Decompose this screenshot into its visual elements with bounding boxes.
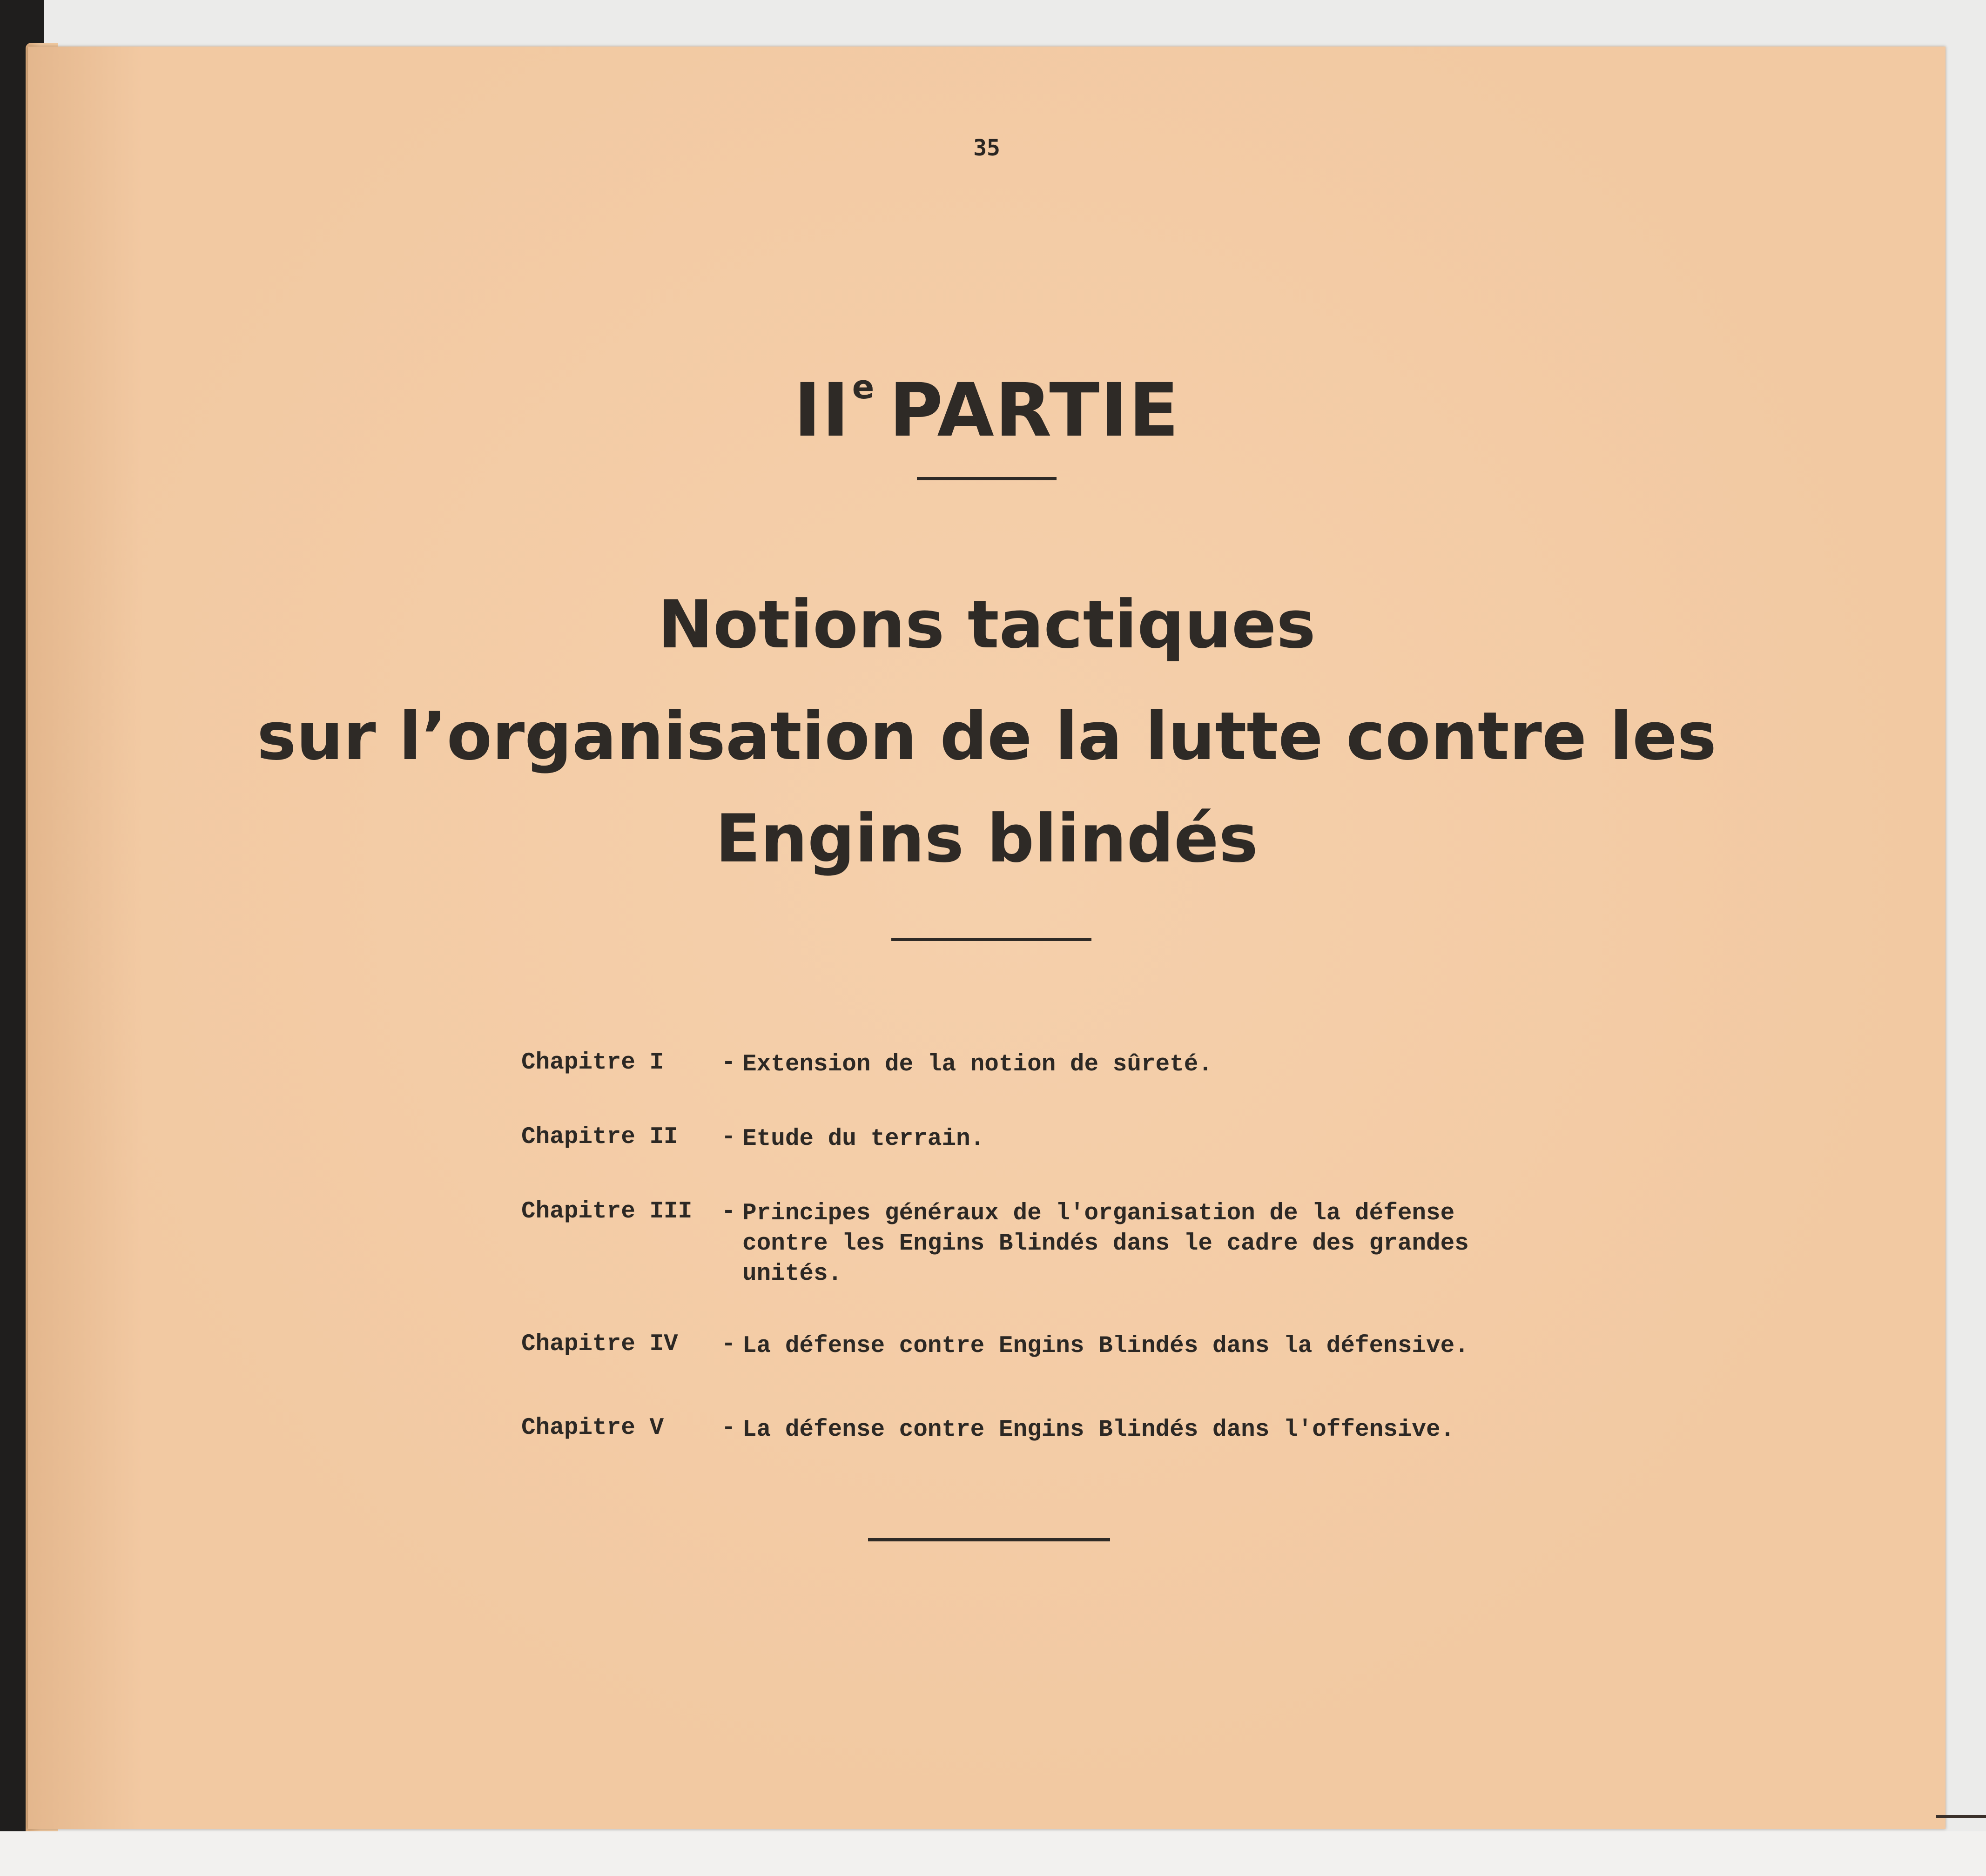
divider-rule (917, 477, 1057, 480)
chapter-label: Chapitre I (521, 1049, 664, 1076)
chapter-dash: - (721, 1124, 736, 1150)
chapter-title: Extension de la notion de sûreté. (742, 1051, 1212, 1078)
part-superscript: e (852, 368, 875, 406)
heading-line-3: Engins blindés (715, 800, 1259, 877)
part-title (28, 368, 1946, 453)
part-word: PARTIE (889, 368, 1180, 453)
chapter-title: La défense contre Engins Blindés dans la défensive. (742, 1333, 1469, 1359)
heading-line-1: Notions tactiques (658, 586, 1316, 663)
divider-rule (868, 1538, 1110, 1541)
scan-background-bottom (0, 1831, 1986, 1876)
chapter-label: Chapitre III (521, 1198, 693, 1225)
chapter-dash: - (721, 1198, 736, 1225)
chapter-label: Chapitre II (521, 1124, 678, 1150)
chapter-dash: - (721, 1415, 736, 1441)
chapter-title-line: Principes généraux de l'organisation de la défense (742, 1200, 1455, 1227)
chapter-label: Chapitre V (521, 1415, 664, 1441)
chapter-title (742, 1198, 1469, 1289)
page-number: 35 (973, 135, 1000, 161)
chapter-label: Chapitre IV (521, 1331, 678, 1358)
chapter-title: Etude du terrain. (742, 1126, 985, 1152)
part-numeral: II (794, 368, 850, 453)
document-page (28, 47, 1946, 1829)
chapter-title-line: unités. (742, 1261, 842, 1287)
page-edge-mark (1936, 1815, 1986, 1818)
chapter-dash: - (721, 1331, 736, 1358)
heading-line-2: sur l’organisation de la lutte contre les (256, 698, 1717, 775)
chapter-dash: - (721, 1049, 736, 1076)
chapter-title: La défense contre Engins Blindés dans l'offensive. (742, 1417, 1455, 1443)
divider-rule (891, 938, 1091, 941)
chapter-title-line: contre les Engins Blindés dans le cadre des grandes (742, 1230, 1469, 1257)
